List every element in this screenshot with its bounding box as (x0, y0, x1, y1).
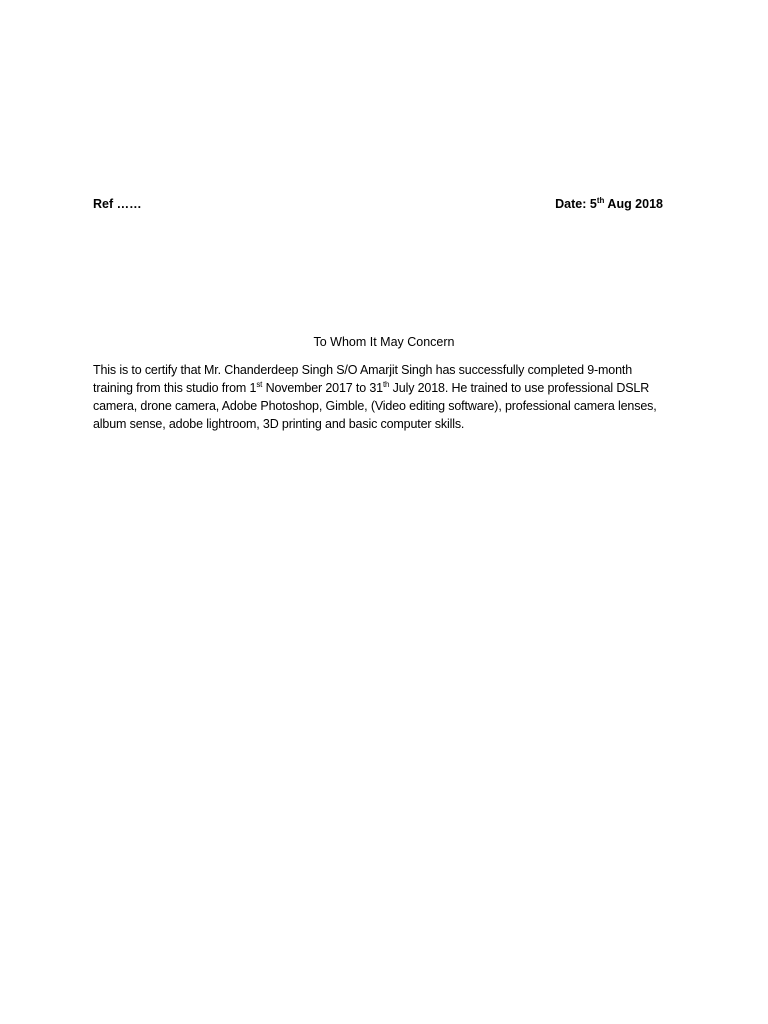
body-part-2: November 2017 to 31 (262, 381, 383, 395)
certificate-body-text (93, 361, 668, 433)
letter-date (555, 197, 663, 211)
reference-number: Ref …… (93, 197, 142, 211)
date-prefix: Date: 5 (555, 197, 597, 211)
body-ordinal-2: th (382, 379, 390, 389)
body-part-1: This is to certify that Mr. Chanderdeep Singh S/O Amarjit Singh has successfully completed 9-month training from this studio from 1 (93, 363, 633, 395)
body-ordinal-1: st (256, 379, 263, 389)
letter-salutation-heading: To Whom It May Concern (313, 335, 455, 349)
date-ordinal-suffix: th (596, 195, 605, 205)
reference-date-line (93, 197, 663, 217)
body-part-3: July 2018. He trained to use professional DSLR camera, drone camera, Adobe Photoshop, Gimble, (Video editing software), professional camera lenses, album sense, adobe lightroom, 3D printing and basic computer skills. (93, 381, 657, 431)
date-suffix: Aug 2018 (604, 197, 663, 211)
